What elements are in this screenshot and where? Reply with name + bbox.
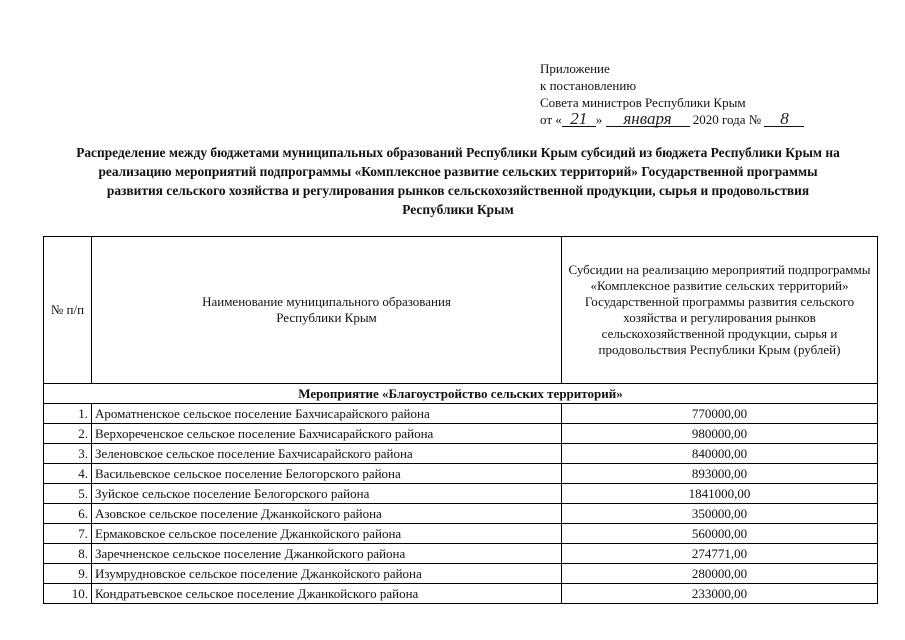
row-number: 3. bbox=[44, 444, 92, 464]
handwritten-number: 8 bbox=[764, 112, 804, 127]
date-quote-close: » bbox=[595, 112, 603, 127]
table-row bbox=[44, 404, 878, 424]
header-subsidy: Субсидии на реализацию мероприятий подпрограммы «Комплексное развитие сельских территорий» Государственной программы развития сельского хозяйства и регулирования рынков сельскохозяйственной продукции, сырья и продовольствия Республики Крым (рублей) bbox=[562, 237, 878, 384]
handwritten-month: января bbox=[606, 112, 690, 127]
row-name: Заречненское сельское поселение Джанкойского района bbox=[92, 544, 562, 564]
row-value: 350000,00 bbox=[562, 504, 878, 524]
row-number: 10. bbox=[44, 584, 92, 604]
row-number: 2. bbox=[44, 424, 92, 444]
row-name: Верхореченское сельское поселение Бахчисарайского района bbox=[92, 424, 562, 444]
appendix-header bbox=[540, 60, 804, 128]
row-number: 7. bbox=[44, 524, 92, 544]
table-row bbox=[44, 544, 878, 564]
row-number: 4. bbox=[44, 464, 92, 484]
appendix-council: Совета министров Республики Крым bbox=[540, 95, 746, 110]
date-prefix: от « bbox=[540, 112, 562, 127]
table-row bbox=[44, 444, 878, 464]
row-number: 1. bbox=[44, 404, 92, 424]
row-value: 980000,00 bbox=[562, 424, 878, 444]
header-num: № п/п bbox=[44, 237, 92, 384]
row-name: Зуйское сельское поселение Белогорского района bbox=[92, 484, 562, 504]
table-body bbox=[44, 384, 878, 604]
table-row bbox=[44, 584, 878, 604]
appendix-resolution: к постановлению bbox=[540, 78, 637, 93]
table-row bbox=[44, 424, 878, 444]
appendix-label: Приложение bbox=[540, 61, 610, 76]
row-value: 1841000,00 bbox=[562, 484, 878, 504]
row-name: Азовское сельское поселение Джанкойского района bbox=[92, 504, 562, 524]
table-row bbox=[44, 524, 878, 544]
row-value: 893000,00 bbox=[562, 464, 878, 484]
row-name: Изумрудновское сельское поселение Джанкойского района bbox=[92, 564, 562, 584]
table-row bbox=[44, 484, 878, 504]
section-title: Мероприятие «Благоустройство сельских территорий» bbox=[44, 384, 878, 404]
subsidy-table bbox=[43, 236, 878, 604]
appendix-date-line bbox=[540, 111, 804, 128]
row-number: 5. bbox=[44, 484, 92, 504]
year-text: 2020 года № bbox=[692, 112, 762, 127]
document-title: Распределение между бюджетами муниципальных образований Республики Крым субсидий из бюджета Республики Крым на реализацию мероприятий подпрограммы «Комплексное развитие сельских территорий» Государственной программы развития сельского хозяйства и регулирования рынков сельскохозяйственной продукции, сырья и продовольствия Республики Крым bbox=[76, 145, 840, 217]
row-name: Васильевское сельское поселение Белогорского района bbox=[92, 464, 562, 484]
header-name bbox=[92, 237, 562, 384]
header-name-text: Наименование муниципального образования Республики Крым bbox=[202, 294, 451, 325]
row-value: 840000,00 bbox=[562, 444, 878, 464]
handwritten-day: 21 bbox=[562, 112, 596, 127]
row-name: Ароматненское сельское поселение Бахчисарайского района bbox=[92, 404, 562, 424]
row-value: 770000,00 bbox=[562, 404, 878, 424]
row-value: 274771,00 bbox=[562, 544, 878, 564]
row-value: 233000,00 bbox=[562, 584, 878, 604]
row-number: 8. bbox=[44, 544, 92, 564]
table-row bbox=[44, 504, 878, 524]
row-number: 9. bbox=[44, 564, 92, 584]
table-header-row bbox=[44, 237, 878, 384]
table-row bbox=[44, 564, 878, 584]
row-number: 6. bbox=[44, 504, 92, 524]
row-name: Зеленовское сельское поселение Бахчисарайского района bbox=[92, 444, 562, 464]
row-name: Ермаковское сельское поселение Джанкойского района bbox=[92, 524, 562, 544]
table-row bbox=[44, 464, 878, 484]
row-name: Кондратьевское сельское поселение Джанкойского района bbox=[92, 584, 562, 604]
row-value: 560000,00 bbox=[562, 524, 878, 544]
row-value: 280000,00 bbox=[562, 564, 878, 584]
section-row bbox=[44, 384, 878, 404]
